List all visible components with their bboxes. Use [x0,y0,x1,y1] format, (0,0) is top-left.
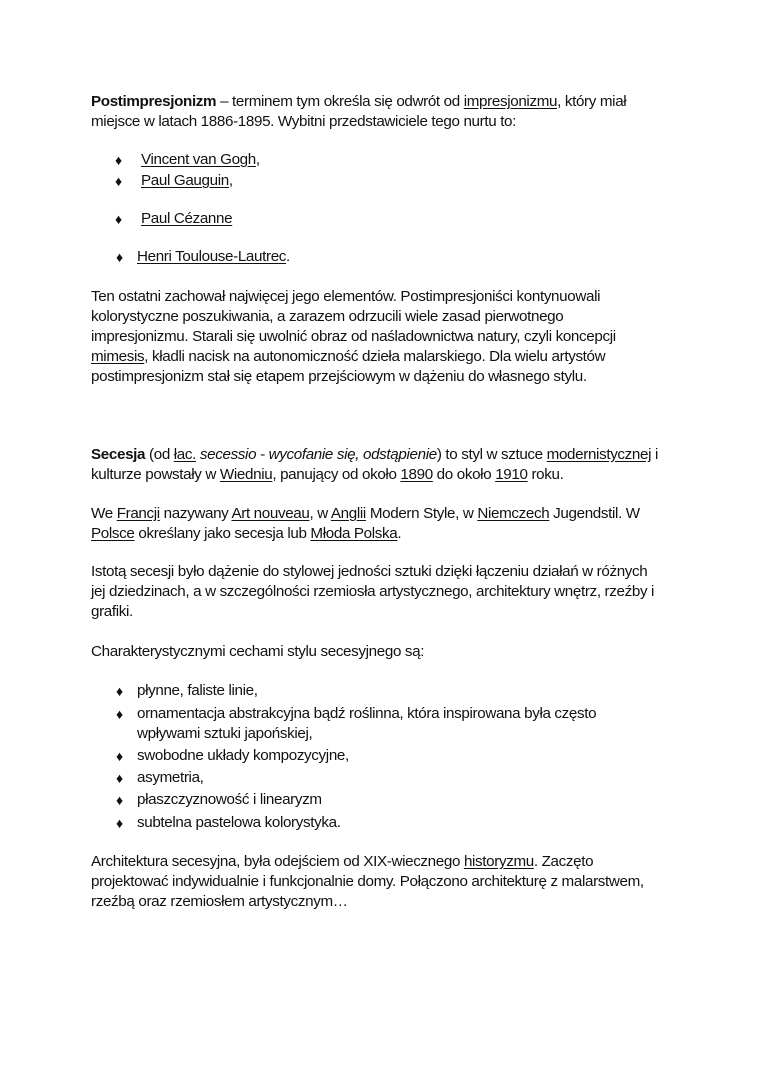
link-modernistycznej[interactable]: modernistycznej [546,446,652,463]
bullet-diamond-icon: ♦ [116,815,124,831]
link-wiedniu[interactable]: Wiedniu [219,466,273,483]
postimp-para-line: mimesis, kładli nacisk na autonomiczność dzieła malarskiego. Dla wielu artystów [91,348,606,365]
postimp-para-line: postimpresjonizm stał się etapem przejściowym w dążeniu do własnego stylu. [91,368,587,385]
link-gauguin[interactable]: Paul Gauguin [141,172,229,189]
secesja-p5-line1: Architektura secesyjna, była odejściem od XIX-wiecznego historyzmu. Zaczęto [91,853,594,870]
link-niemczech[interactable]: Niemczech [477,505,550,522]
secesja-line1: Secesja (od łac. secessio - wycofanie się, odstąpienie) to styl w sztuce modernistycznej i [91,446,659,463]
bullet-diamond-icon: ♦ [116,748,124,764]
link-francji[interactable]: Francji [116,505,160,522]
bullet-diamond-icon: ♦ [115,173,123,189]
bullet-diamond-icon: ♦ [116,249,124,265]
secesja-p2-line1: We Francji nazywany Art nouveau, w Anglii Modern Style, w Niemczech Jugendstil. W [91,505,640,522]
link-lac[interactable]: łac. [173,446,197,463]
list-item: swobodne układy kompozycyjne, [137,747,349,764]
list-item [141,209,232,229]
list-item: płynne, faliste linie, [137,682,258,699]
bullet-diamond-icon: ♦ [115,152,123,168]
link-1910[interactable]: 1910 [495,466,528,483]
postimp-para-line: kolorystyczne poszukiwania, a zarazem odrzucili wiele zasad pierwotnego [91,308,564,325]
secesja-p2-line2: Polsce określany jako secesja lub Młoda Polska. [91,525,402,542]
secesja-line2: kulturze powstały w Wiedniu, panujący od około 1890 do około 1910 roku. [91,466,564,483]
list-item-continuation: wpływami sztuki japońskiej, [137,725,313,742]
link-mloda-polska[interactable]: Młoda Polska [310,525,398,542]
postimp-para-line: Ten ostatni zachował najwięcej jego elementów. Postimpresjoniści kontynuowali [91,288,601,305]
postimp-title: Postimpresjonizm [91,93,217,110]
secesja-p4: Charakterystycznymi cechami stylu secesyjnego są: [91,643,425,660]
secesja-p3-line: jej dziedzinach, a w szczególności rzemiosła artystycznego, architektury wnętrz, rzeźby i [91,583,655,600]
link-mimesis[interactable]: mimesis [91,348,145,365]
link-cezanne[interactable]: Paul Cézanne [141,210,233,227]
link-anglii[interactable]: Anglii [330,505,366,522]
link-impresjonizm[interactable]: impresjonizmu [463,93,558,110]
bullet-diamond-icon: ♦ [116,770,124,786]
postimp-intro-line2: miejsce w latach 1886-1895. Wybitni przedstawiciele tego nurtu to: [91,113,517,130]
secesja-title: Secesja [91,446,146,463]
bullet-diamond-icon: ♦ [116,683,124,699]
list-item: ornamentacja abstrakcyjna bądź roślinna, która inspirowana była często [137,705,597,722]
list-item: Henri Toulouse-Lautrec. [137,248,290,265]
secesja-p3-line: grafiki. [91,603,133,620]
link-toulouse-lautrec[interactable]: Henri Toulouse-Lautrec [137,248,287,265]
list-item: asymetria, [137,769,204,786]
postimp-para-line: impresjonizmu. Starali się uwolnić obraz od naśladownictwa natury, czyli koncepcji [91,328,616,345]
link-polsce[interactable]: Polsce [91,525,135,542]
bullet-diamond-icon: ♦ [116,792,124,808]
secesja-p5-line3: rzeźbą oraz rzemiosłem artystycznym… [91,893,348,910]
list-item: subtelna pastelowa kolorystyka. [137,814,341,831]
postimp-intro-line1: Postimpresjonizm – terminem tym określa się odwrót od impresjonizmu, który miał [91,93,627,110]
list-item: Vincent van Gogh, [141,151,260,168]
list-item: Paul Gauguin, [141,172,233,189]
secesja-p5-line2: projektować indywidualnie i funkcjonalnie domy. Połączono architekturę z malarstwem, [91,873,644,890]
link-1890[interactable]: 1890 [400,466,433,483]
link-historyzmu[interactable]: historyzmu [463,853,534,870]
list-item: płaszczyznowość i linearyzm [137,791,322,808]
secesja-p3-line: Istotą secesji było dążenie do stylowej jedności sztuki dzięki łączeniu działań w różnych [91,563,648,580]
bullet-diamond-icon: ♦ [116,706,124,722]
bullet-diamond-icon: ♦ [115,211,123,227]
link-art-nouveau[interactable]: Art nouveau [231,505,310,522]
link-van-gogh[interactable]: Vincent van Gogh [141,151,256,168]
